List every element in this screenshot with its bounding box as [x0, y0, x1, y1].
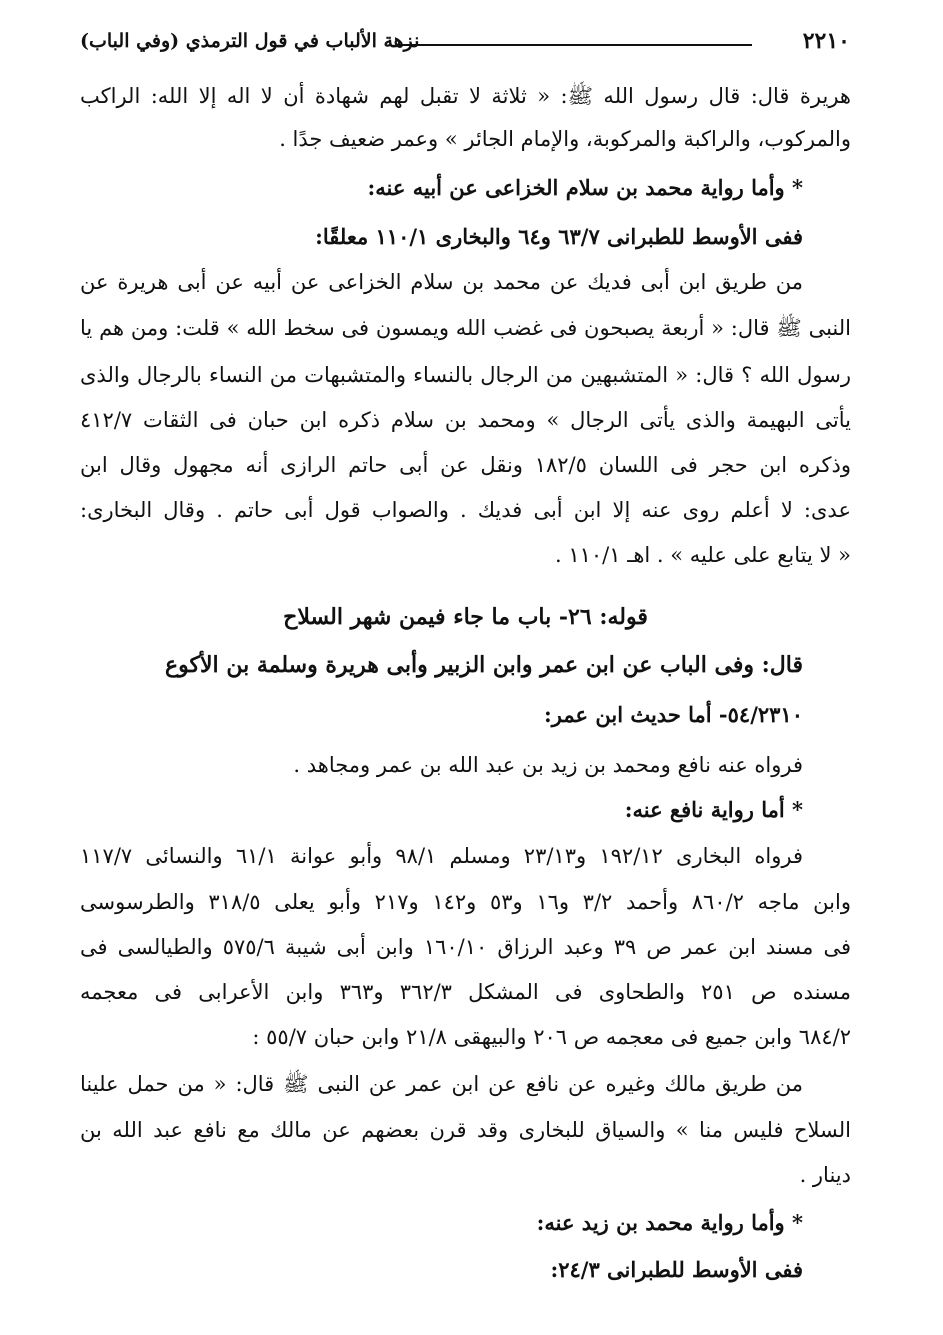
subheading: * وأما رواية محمد بن زيد عنه:	[536, 1210, 803, 1235]
subheading: * وأما رواية محمد بن سلام الخزاعى عن أبيه عنه:	[367, 175, 803, 200]
text-line: ٦٨٤/٢ وابن جميع فى معجمه ص ٢٠٦ والبيهقى ٢١/٨ وابن حبان ٥٥/٧ :	[252, 1025, 851, 1049]
source-line: ففى الأوسط للطبرانى ٦٣/٧ و٦٤ والبخارى ١١٠/١ معلقًا:	[315, 224, 803, 249]
hadith-heading: ٥٤/٢٣١٠- أما حديث ابن عمر:	[544, 702, 803, 727]
source-line: ففى الأوسط للطبرانى ٢٤/٣:	[550, 1257, 803, 1282]
text-line: مسنده ص ٢٥١ والطحاوى فى المشكل ٣٦٢/٣ و٣٦٣ وابن الأعرابى فى معجمه	[80, 980, 851, 1004]
text-line: فرواه البخارى ١٩٢/١٢ و٢٣/١٣ ومسلم ٩٨/١ وأبو عوانة ٦١/١ والنسائى ١١٧/٧	[80, 844, 803, 868]
text-line: من طريق ابن أبى فديك عن محمد بن سلام الخزاعى عن أبيه عن أبى هريرة عن	[80, 270, 803, 294]
page-number: ٢٢١٠	[802, 28, 850, 54]
text-line: فرواه عنه نافع ومحمد بن زيد بن عبد الله بن عمر ومجاهد .	[293, 753, 803, 777]
header-rule	[398, 44, 752, 46]
running-title: نزهة الألباب في قول الترمذي (وفي الباب)	[80, 30, 420, 52]
text-line: رسول الله ؟ قال: « المتشبهين من الرجال بالنساء والمتشبهات من النساء بالرجال والذى	[80, 363, 851, 387]
text-line: « لا يتابع على عليه » . اهـ ١١٠/١ .	[554, 543, 851, 567]
subheading: * أما رواية نافع عنه:	[624, 797, 803, 822]
text-line: دينار .	[799, 1163, 851, 1187]
text-line: من طريق مالك وغيره عن نافع عن ابن عمر عن النبى ﷺ قال: « من حمل علينا	[80, 1072, 803, 1096]
text-line: والمركوب، والراكبة والمركوبة، والإمام الجائر » وعمر ضعيف جدًا .	[279, 127, 851, 151]
text-line: النبى ﷺ قال: « أربعة يصبحون فى غضب الله ويمسون فى سخط الله » قلت: ومن هم يا	[80, 316, 851, 340]
section-heading: قوله: ٢٦- باب ما جاء فيمن شهر السلاح	[283, 604, 648, 630]
text-line: وذكره ابن حجر فى اللسان ١٨٢/٥ ونقل عن أبى حاتم الرازى أنه مجهول وقال ابن	[80, 453, 851, 477]
text-line: هريرة قال: قال رسول الله ﷺ: « ثلاثة لا تقبل لهم شهادة أن لا اله إلا الله: الراكب	[80, 84, 851, 108]
text-line: وابن ماجه ٨٦٠/٢ وأحمد ٣/٢ و١٦ و٥٣ و١٤٢ و٢١٧ وأبو يعلى ٣١٨/٥ والطرسوسى	[80, 890, 851, 914]
text-line: عدى: لا أعلم روى عنه إلا ابن أبى فديك . والصواب قول أبى حاتم . وقال البخارى:	[80, 498, 851, 522]
page-header	[80, 28, 850, 62]
section-subheading: قال: وفى الباب عن ابن عمر وابن الزبير وأبى هريرة وسلمة بن الأكوع	[165, 652, 803, 678]
text-line: يأتى البهيمة والذى يأتى الرجال » ومحمد بن سلام ذكره ابن حبان فى الثقات ٤١٢/٧	[80, 408, 851, 432]
text-line: فى مسند ابن عمر ص ٣٩ وعبد الرزاق ١٦٠/١٠ وابن أبى شيبة ٥٧٥/٦ والطيالسى فى	[80, 935, 851, 959]
text-line: السلاح فليس منا » والسياق للبخارى وقد قرن بعضهم عن مالك مع نافع عبد الله بن	[80, 1118, 851, 1142]
